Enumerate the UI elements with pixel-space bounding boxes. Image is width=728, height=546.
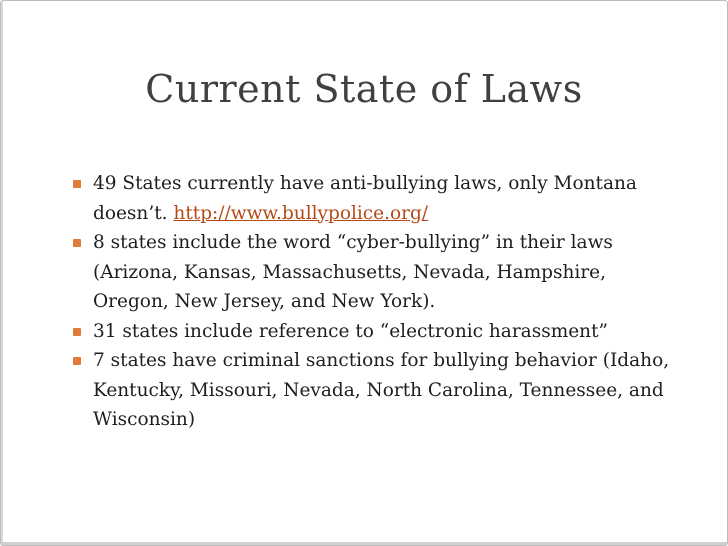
bullet-square-icon [73, 239, 81, 247]
bullet-square-icon [73, 180, 81, 188]
bullet-text-3: 31 states include reference to “electronic harassment” [93, 320, 608, 342]
bullet-text-2: 8 states include the word “cyber-bullying” in their laws (Arizona, Kansas, Massachusetts, Nevada, Hampshire, Oregon, New Jersey, and New York). [93, 232, 613, 312]
bullet-item-2 [73, 228, 673, 317]
bullet-item-1 [73, 169, 673, 228]
bullypolice-link[interactable]: http://www.bullypolice.org/ [173, 202, 429, 224]
bullet-text-1: 49 States currently have anti-bullying laws, only Montana doesn’t. [93, 173, 637, 224]
bullet-square-icon [73, 357, 81, 365]
bullet-item-4 [73, 346, 673, 435]
slide-frame-bottom [1, 542, 727, 545]
bullet-item-3 [73, 317, 673, 347]
bullet-list [73, 169, 673, 435]
slide-title: Current State of Laws [145, 67, 583, 111]
bullet-text-4: 7 states have criminal sanctions for bullying behavior (Idaho, Kentucky, Missouri, Nevada, North Carolina, Tennessee, and Wisconsin) [93, 350, 670, 430]
bullet-square-icon [73, 328, 81, 336]
